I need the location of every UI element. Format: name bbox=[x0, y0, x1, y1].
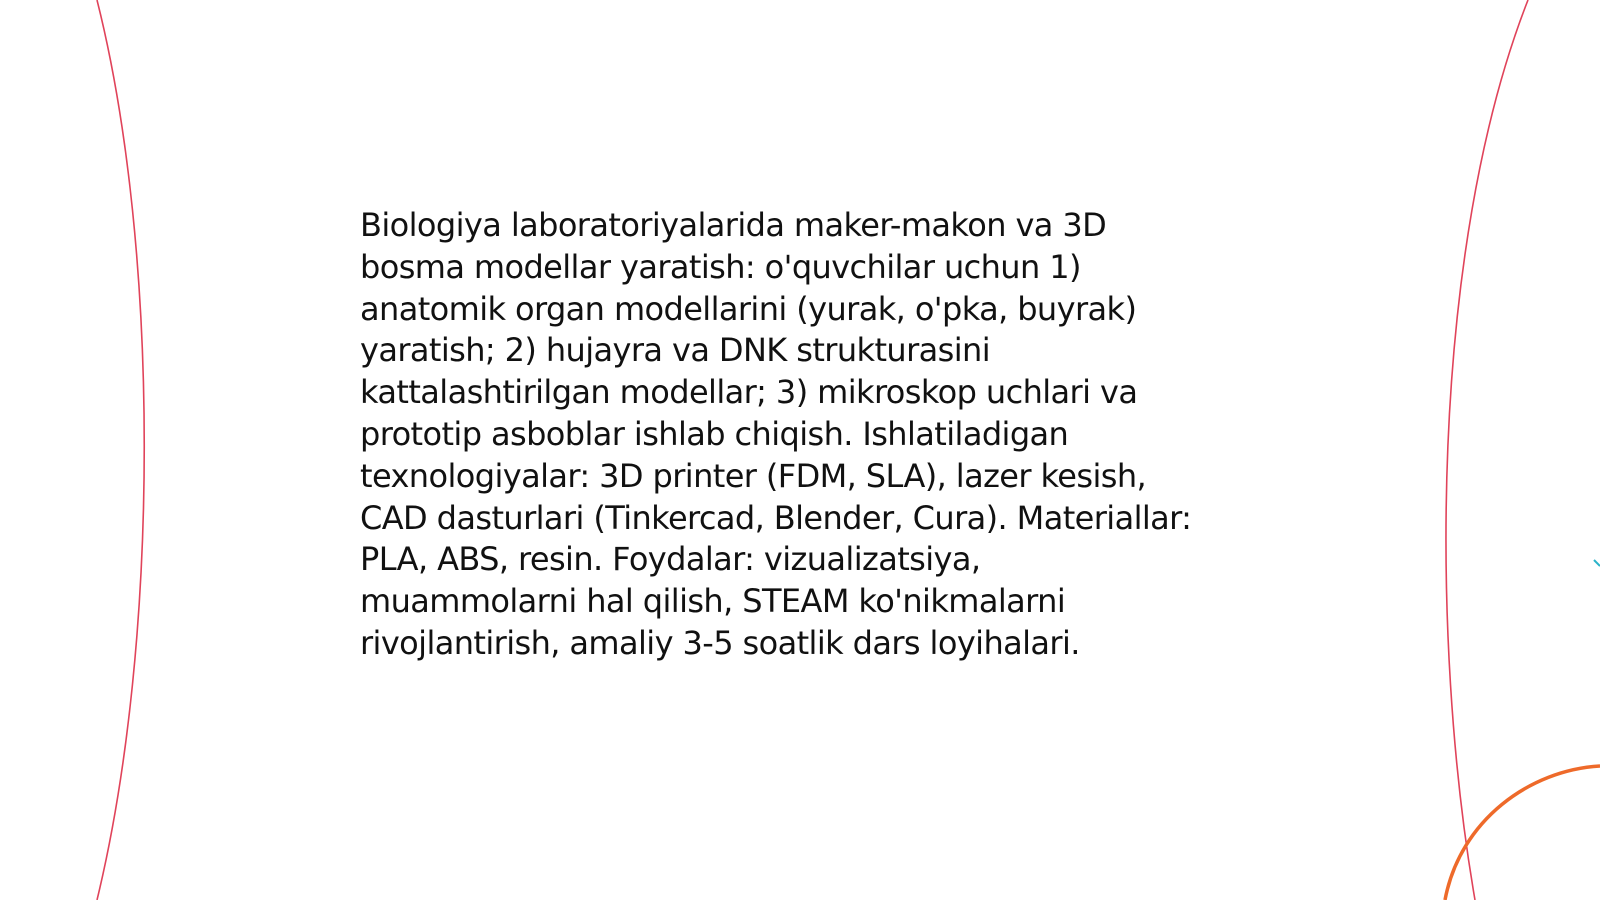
right-curve-line bbox=[1446, 0, 1528, 900]
accent-tick bbox=[1594, 560, 1600, 566]
left-curve-line bbox=[97, 0, 144, 900]
slide-body-text: Biologiya laboratoriyalarida maker-makon va 3D bosma modellar yaratish: o'quvchilar uchun 1) anatomik organ modellarini (yurak, o'pka, buyrak) yaratish; 2) hujayra va DNK strukturasini kattalashtirilgan modellar; 3) mikroskop uchlari va prototip asboblar ishlab chiqish. Ishlatiladigan texnologiyalar: 3D printer (FDM, SLA), lazer kesish, CAD dasturlari (Tinkercad, Blender, Cura). Materiallar: PLA, ABS, resin. Foydalar: vizualizatsiya, muammolarni hal qilish, STEAM ko'nikmalarni rivojlantirish, amaliy 3-5 soatlik dars loyihalari. bbox=[360, 206, 1192, 662]
accent-arc bbox=[1445, 766, 1600, 900]
